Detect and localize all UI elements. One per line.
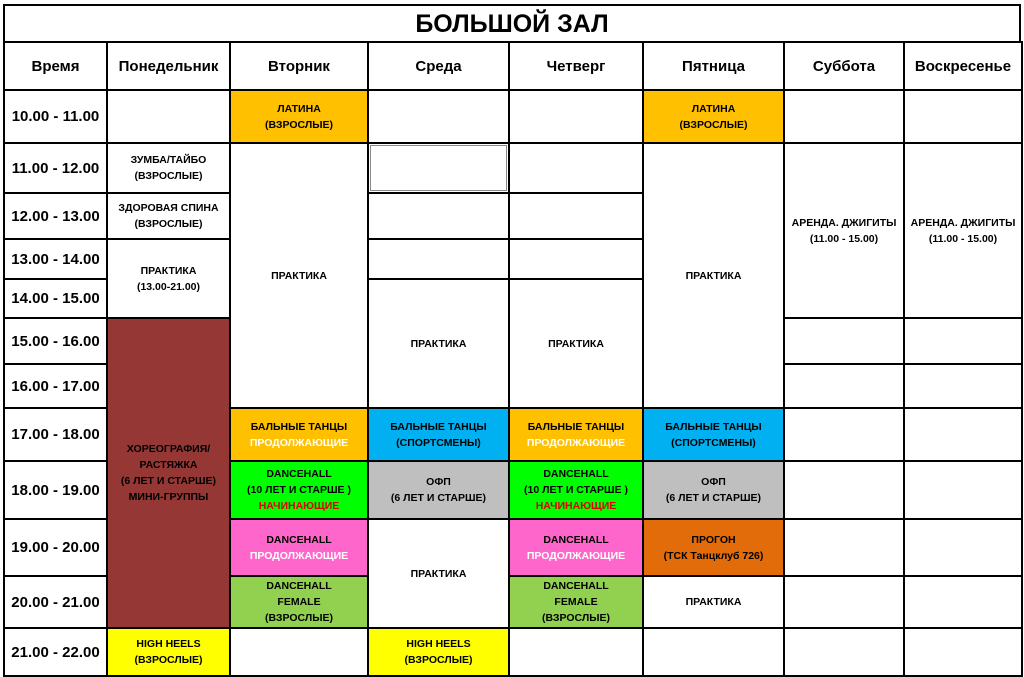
header-friday: Пятница — [643, 42, 784, 90]
cell-text — [510, 336, 642, 352]
cell-line: (6 ЛЕТ И СТАРШЕ) — [120, 475, 217, 487]
class-cell[interactable] — [107, 143, 230, 193]
cell-line: (10 ЛЕТ И СТАРШЕ ) — [524, 484, 628, 496]
empty-cell[interactable] — [784, 318, 904, 364]
cell-line: HIGH HEELS — [136, 638, 201, 650]
class-cell[interactable] — [368, 279, 509, 408]
cell-line: ПРАКТИКА — [685, 269, 742, 282]
empty-cell[interactable] — [904, 318, 1022, 364]
class-cell[interactable] — [509, 519, 643, 576]
cell-line: АРЕНДА. ДЖИГИТЫ — [791, 216, 897, 229]
empty-cell[interactable] — [784, 90, 904, 143]
class-cell[interactable] — [230, 408, 368, 461]
empty-cell[interactable] — [784, 628, 904, 676]
cell-line: МИНИ-ГРУППЫ — [128, 491, 209, 503]
cell-text — [369, 474, 508, 506]
class-cell[interactable] — [230, 519, 368, 576]
empty-cell[interactable] — [107, 90, 230, 143]
cell-line: АРЕНДА. ДЖИГИТЫ — [910, 216, 1016, 229]
cell-line: ПРАКТИКА — [685, 596, 742, 608]
cell-line: БАЛЬНЫЕ ТАНЦЫ — [250, 420, 348, 433]
header-wednesday: Среда — [368, 42, 509, 90]
cell-line: ПРОДОЛЖАЮЩИЕ — [526, 549, 626, 562]
class-cell[interactable] — [904, 143, 1022, 318]
cell-line: ПРОДОЛЖАЮЩИЕ — [249, 549, 349, 562]
cell-line: (11.00 - 15.00) — [928, 232, 998, 245]
time-cell: 18.00 - 19.00 — [4, 461, 107, 519]
cell-text — [644, 268, 783, 284]
class-cell[interactable] — [368, 408, 509, 461]
header-monday: Понедельник — [107, 42, 230, 90]
class-cell[interactable] — [509, 576, 643, 628]
cell-line: (ВЗРОСЛЫЕ) — [541, 612, 611, 624]
cell-text — [644, 594, 783, 610]
cell-text — [905, 215, 1021, 247]
class-cell[interactable] — [643, 519, 784, 576]
class-cell[interactable] — [107, 239, 230, 318]
cell-line: ЛАТИНА — [691, 102, 736, 115]
cell-text — [369, 566, 508, 582]
cell-line: ПРАКТИКА — [410, 567, 467, 580]
cell-line: ПРАКТИКА — [140, 264, 197, 277]
cell-line: (ВЗРОСЛЫЕ) — [134, 170, 203, 182]
header-thursday: Четверг — [509, 42, 643, 90]
time-cell: 12.00 - 13.00 — [4, 193, 107, 239]
cell-line: (СПОРТСМЕНЫ) — [396, 436, 481, 449]
cell-text — [510, 578, 642, 626]
cell-line: DANCEHALL — [266, 533, 332, 546]
class-cell[interactable] — [643, 576, 784, 628]
table-row — [4, 628, 1022, 676]
class-cell[interactable] — [230, 90, 368, 143]
cell-line: РАСТЯЖКА — [139, 459, 198, 471]
table-row — [4, 90, 1022, 143]
empty-cell[interactable] — [784, 519, 904, 576]
empty-cell[interactable] — [904, 461, 1022, 519]
cell-line: DANCEHALL — [543, 468, 609, 480]
empty-cell[interactable] — [368, 193, 509, 239]
cell-text — [510, 419, 642, 451]
empty-cell[interactable] — [784, 364, 904, 408]
class-cell[interactable] — [643, 143, 784, 408]
time-cell: 13.00 - 14.00 — [4, 239, 107, 279]
class-cell[interactable] — [107, 193, 230, 239]
cell-line: БАЛЬНЫЕ ТАНЦЫ — [527, 420, 625, 433]
cell-line: (ВЗРОСЛЫЕ) — [679, 118, 748, 131]
time-cell: 16.00 - 17.00 — [4, 364, 107, 408]
cell-text — [644, 474, 783, 506]
cell-text — [108, 636, 229, 668]
cell-line: (ВЗРОСЛЫЕ) — [264, 118, 334, 131]
cell-line: ХОРЕОГРАФИЯ/ — [126, 443, 211, 455]
time-cell: 15.00 - 16.00 — [4, 318, 107, 364]
cell-line: DANCEHALL — [266, 468, 332, 480]
cell-line: БАЛЬНЫЕ ТАНЦЫ — [390, 420, 487, 433]
empty-cell[interactable] — [509, 143, 643, 193]
empty-cell[interactable] — [904, 90, 1022, 143]
cell-line: НАЧИНАЮЩИЕ — [535, 500, 617, 512]
cell-line: HIGH HEELS — [406, 638, 471, 650]
cell-line: (ТСК Танцклуб 726) — [663, 549, 764, 562]
cell-line: ЛАТИНА — [277, 102, 321, 115]
cell-line: ПРАКТИКА — [410, 337, 467, 350]
class-cell[interactable] — [643, 461, 784, 519]
cell-line: ОФП — [426, 476, 451, 488]
cell-text — [369, 419, 508, 451]
empty-cell[interactable] — [368, 90, 509, 143]
class-cell[interactable] — [368, 519, 509, 628]
cell-line: ПРАКТИКА — [548, 337, 604, 350]
table-row — [4, 143, 1022, 193]
time-cell: 14.00 - 15.00 — [4, 279, 107, 318]
cell-text — [644, 101, 783, 133]
cell-line: (10 ЛЕТ И СТАРШЕ ) — [247, 484, 351, 496]
cell-line: FEMALE — [277, 596, 321, 608]
cell-text — [108, 441, 229, 505]
cell-text — [510, 466, 642, 514]
selected-cell[interactable] — [368, 143, 509, 193]
header-sunday: Воскресенье — [904, 42, 1022, 90]
cell-line: (ВЗРОСЛЫЕ) — [264, 612, 334, 624]
class-cell[interactable] — [509, 408, 643, 461]
class-cell[interactable] — [784, 143, 904, 318]
cell-text — [644, 419, 783, 451]
cell-line: ПРАКТИКА — [271, 269, 327, 282]
empty-cell[interactable] — [368, 239, 509, 279]
class-cell[interactable] — [107, 318, 230, 628]
class-cell[interactable] — [107, 628, 230, 676]
cell-text — [231, 578, 367, 626]
header-time: Время — [4, 42, 107, 90]
schedule-table — [3, 41, 1023, 677]
cell-line: (ВЗРОСЛЫЕ) — [134, 654, 203, 666]
empty-cell[interactable] — [509, 90, 643, 143]
header-tuesday: Вторник — [230, 42, 368, 90]
cell-line: ПРОДОЛЖАЮЩИЕ — [526, 436, 626, 449]
empty-cell[interactable] — [904, 576, 1022, 628]
empty-cell[interactable] — [904, 408, 1022, 461]
empty-cell[interactable] — [509, 239, 643, 279]
cell-text — [644, 532, 783, 564]
class-cell[interactable] — [230, 576, 368, 628]
cell-line: FEMALE — [554, 596, 598, 608]
cell-line: ПРОГОН — [691, 533, 736, 546]
empty-cell[interactable] — [509, 193, 643, 239]
cell-line: (11.00 - 15.00) — [809, 232, 879, 245]
page-title: БОЛЬШОЙ ЗАЛ — [3, 4, 1021, 41]
cell-line: DANCEHALL — [266, 580, 332, 592]
header-row — [4, 42, 1022, 90]
cell-line: DANCEHALL — [543, 533, 609, 546]
cell-line: (ВЗРОСЛЫЕ) — [134, 218, 203, 230]
cell-text — [108, 200, 229, 232]
cell-line: БАЛЬНЫЕ ТАНЦЫ — [665, 420, 762, 433]
time-cell: 21.00 - 22.00 — [4, 628, 107, 676]
cell-text — [510, 532, 642, 564]
cell-text — [231, 466, 367, 514]
cell-line: DANCEHALL — [543, 580, 609, 592]
time-cell: 10.00 - 11.00 — [4, 90, 107, 143]
empty-cell[interactable] — [904, 628, 1022, 676]
time-cell: 17.00 - 18.00 — [4, 408, 107, 461]
empty-cell[interactable] — [784, 461, 904, 519]
class-cell[interactable] — [230, 461, 368, 519]
cell-text — [108, 152, 229, 184]
class-cell[interactable] — [368, 461, 509, 519]
cell-line: (СПОРТСМЕНЫ) — [671, 436, 756, 449]
empty-cell[interactable] — [643, 628, 784, 676]
cell-text — [231, 101, 367, 133]
class-cell[interactable] — [230, 143, 368, 408]
cell-text — [231, 532, 367, 564]
cell-text — [231, 268, 367, 284]
cell-text — [785, 215, 903, 247]
cell-line: (13.00-21.00) — [136, 280, 201, 293]
cell-line: (6 ЛЕТ И СТАРШЕ) — [665, 492, 762, 504]
cell-line: ПРОДОЛЖАЮЩИЕ — [249, 436, 349, 449]
cell-text — [369, 636, 508, 668]
empty-cell[interactable] — [509, 628, 643, 676]
cell-text — [231, 419, 367, 451]
cell-line: НАЧИНАЮЩИЕ — [258, 500, 340, 512]
header-saturday: Суббота — [784, 42, 904, 90]
class-cell[interactable] — [643, 408, 784, 461]
empty-cell[interactable] — [784, 576, 904, 628]
time-cell: 20.00 - 21.00 — [4, 576, 107, 628]
empty-cell[interactable] — [904, 519, 1022, 576]
cell-line: ОФП — [701, 476, 726, 488]
cell-line: ЗДОРОВАЯ СПИНА — [118, 202, 219, 214]
cell-line: ЗУМБА/ТАЙБО — [130, 154, 207, 166]
time-cell: 11.00 - 12.00 — [4, 143, 107, 193]
class-cell[interactable] — [643, 90, 784, 143]
cell-line: (ВЗРОСЛЫЕ) — [404, 654, 473, 666]
empty-cell[interactable] — [230, 628, 368, 676]
time-cell: 19.00 - 20.00 — [4, 519, 107, 576]
class-cell[interactable] — [509, 461, 643, 519]
empty-cell[interactable] — [784, 408, 904, 461]
class-cell[interactable] — [368, 628, 509, 676]
empty-cell[interactable] — [904, 364, 1022, 408]
cell-line: (6 ЛЕТ И СТАРШЕ) — [390, 492, 487, 504]
cell-text — [108, 263, 229, 295]
class-cell[interactable] — [509, 279, 643, 408]
cell-text — [369, 336, 508, 352]
